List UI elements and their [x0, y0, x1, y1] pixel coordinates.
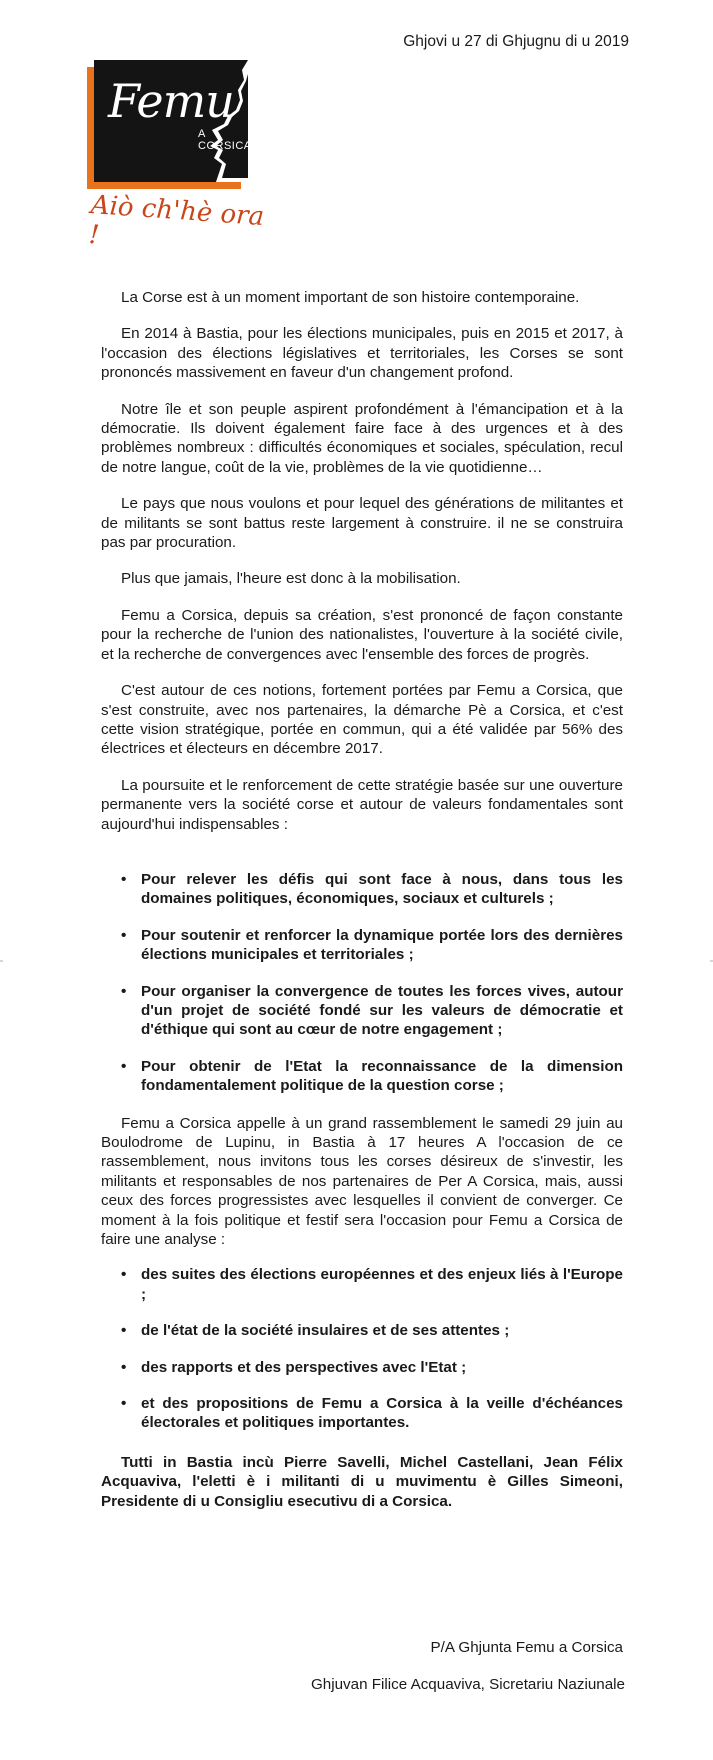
closing-paragraph: Tutti in Bastia incù Pierre Savelli, Michel Castellani, Jean Félix Acquaviva, l'eletti è i militanti di u muvimentu è Gilles Simeoni, Presidente di u Consigliu esecutivu di a Corsica.: [101, 1453, 623, 1510]
goals-list-item: • Pour organiser la convergence de toutes les forces vives, autour d'un projet de société fondé sur les valeurs de démocratie et d'éthique qui sont au cœur de notre engagement ;: [121, 982, 623, 1040]
signature-organization: P/A Ghjunta Femu a Corsica: [430, 1639, 623, 1656]
page-edge-mark: [0, 960, 3, 962]
femu-a-corsica-logo: [87, 58, 278, 251]
analysis-list-item: • et des propositions de Femu a Corsica à la veille d'échéances électorales et politiques importantes.: [121, 1394, 623, 1433]
paragraph: Notre île et son peuple aspirent profondément à l'émancipation et à la démocratie. Ils doivent également faire face à des urgences et à des problèmes nombreux : difficultés économiques et sociales, spéculation, recul de notre langue, coût de la vie, problèmes de la vie quotidienne…: [101, 400, 623, 476]
paragraph: Plus que jamais, l'heure est donc à la mobilisation.: [121, 570, 461, 588]
signature-name: Ghjuvan Filice Acquaviva, Sicretariu Naziunale: [310, 1676, 625, 1693]
analysis-list-item: • de l'état de la société insulaires et de ses attentes ;: [121, 1321, 623, 1340]
logo-wordmark: Femu: [108, 74, 234, 128]
analysis-list-item: • des rapports et des perspectives avec l'Etat ;: [121, 1358, 623, 1377]
letter-date: Ghjovi u 27 di Ghjugnu di u 2019: [403, 33, 629, 50]
paragraph: C'est autour de ces notions, fortement portées par Femu a Corsica, que s'est construite, avec nos partenaires, la démarche Pè a Corsica, et c'est cette vision stratégique, portée en commun, qui a été validée par 56% des électrices et électeurs en décembre 2017.: [101, 682, 623, 758]
paragraph: La poursuite et le renforcement de cette stratégie basée sur une ouverture permanente vers la société corse et autour de valeurs fondamentales sont aujourd'hui indispensables :: [101, 776, 623, 833]
paragraph: Femu a Corsica, depuis sa création, s'est prononcé de façon constante pour la recherche de l'union des nationalistes, l'ouverture à la société civile, et la recherche de convergences avec l'ensemble des forces de progrès.: [101, 606, 623, 663]
analysis-list-item: • des suites des élections européennes et des enjeux liés à l'Europe ;: [121, 1265, 623, 1304]
paragraph: Le pays que nous voulons et pour lequel des générations de militantes et de militants se sont battus reste largement à construire. il ne se construira pas par procuration.: [101, 495, 623, 552]
goals-list-item: • Pour relever les défis qui sont face à nous, dans tous les domaines politiques, économiques, sociaux et culturels ;: [121, 870, 623, 909]
logo-subtitle: A CORSICA: [198, 128, 252, 152]
goals-list: [121, 870, 623, 1096]
logo-slogan: Aiò ch'hè ora !: [87, 190, 266, 251]
rally-paragraph: Femu a Corsica appelle à un grand rassemblement le samedi 29 juin au Boulodrome de Lupinu, in Bastia à 17 heures A l'occasion de ce rassemblement, nous invitons tous les corses désireux de s'investir, les militants et responsables de nos partenaires de Per A Corsica, mais, aussi ceux des forces progressistes avec lesquelles il convient de converger. Ce moment à la fois politique et festif sera l'occasion pour Femu a Corsica de faire une analyse :: [101, 1114, 623, 1249]
paragraph: La Corse est à un moment important de son histoire contemporaine.: [121, 289, 580, 306]
goals-list-item: • Pour obtenir de l'Etat la reconnaissance de la dimension fondamentalement politique de la question corse ;: [121, 1057, 623, 1096]
logo-black-square: [94, 60, 252, 182]
goals-list-item: • Pour soutenir et renforcer la dynamique portée lors des dernières élections municipales et territoriales ;: [121, 926, 623, 965]
paragraph: En 2014 à Bastia, pour les élections municipales, puis en 2015 et 2017, à l'occasion des élections législatives et territoriales, les Corses se sont prononcés massivement en faveur d'un changement profond.: [101, 325, 623, 382]
analysis-list: [121, 1265, 623, 1432]
letter-body: [101, 288, 623, 1528]
